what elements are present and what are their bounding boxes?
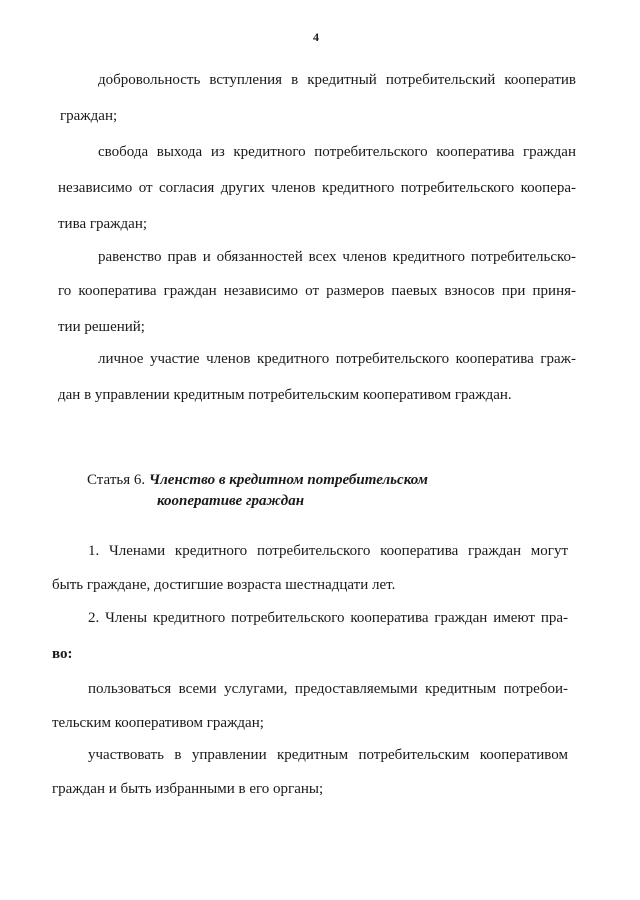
text-line: 1. Членами кредитного потребительского кооператива граждан могут xyxy=(88,543,568,559)
text-line: свобода выхода из кредитного потребительского кооператива граждан xyxy=(98,144,576,160)
article-title-line2: кооперативе граждан xyxy=(157,493,305,509)
text-line: пользоваться всеми услугами, предоставляемыми кредитным потребои- xyxy=(88,681,568,697)
text-line: участвовать в управлении кредитным потребительским кооперативом xyxy=(88,747,568,763)
text-line: граждан; xyxy=(60,108,118,124)
text-line: независимо от согласия других членов кредитного потребительского коопера- xyxy=(58,180,576,196)
text-line: тельским кооперативом граждан; xyxy=(52,715,264,731)
text-line: добровольность вступления в кредитный потребительский кооператив xyxy=(98,72,576,88)
text-line: 2. Члены кредитного потребительского кооператива граждан имеют пра- xyxy=(88,610,568,626)
text-line: тии решений; xyxy=(58,319,145,335)
page-number: 4 xyxy=(313,30,319,44)
text-line: го кооператива граждан независимо от размеров паевых взносов при приня- xyxy=(58,283,576,299)
text-line: личное участие членов кредитного потребительского кооператива граж- xyxy=(98,351,576,367)
text-line: дан в управлении кредитным потребительским кооперативом граждан. xyxy=(58,387,512,403)
article-heading xyxy=(87,470,428,512)
text-line: тива граждан; xyxy=(58,216,148,232)
article-title-line1: Членство в кредитном потребительском xyxy=(148,472,428,488)
article-label: Статья 6. xyxy=(87,472,146,488)
text-line: быть граждане, достигшие возраста шестнадцати лет. xyxy=(52,577,396,593)
text-line: равенство прав и обязанностей всех членов кредитного потребительско- xyxy=(98,249,576,265)
text-line: во: xyxy=(52,646,73,662)
text-line: граждан и быть избранными в его органы; xyxy=(52,781,324,797)
